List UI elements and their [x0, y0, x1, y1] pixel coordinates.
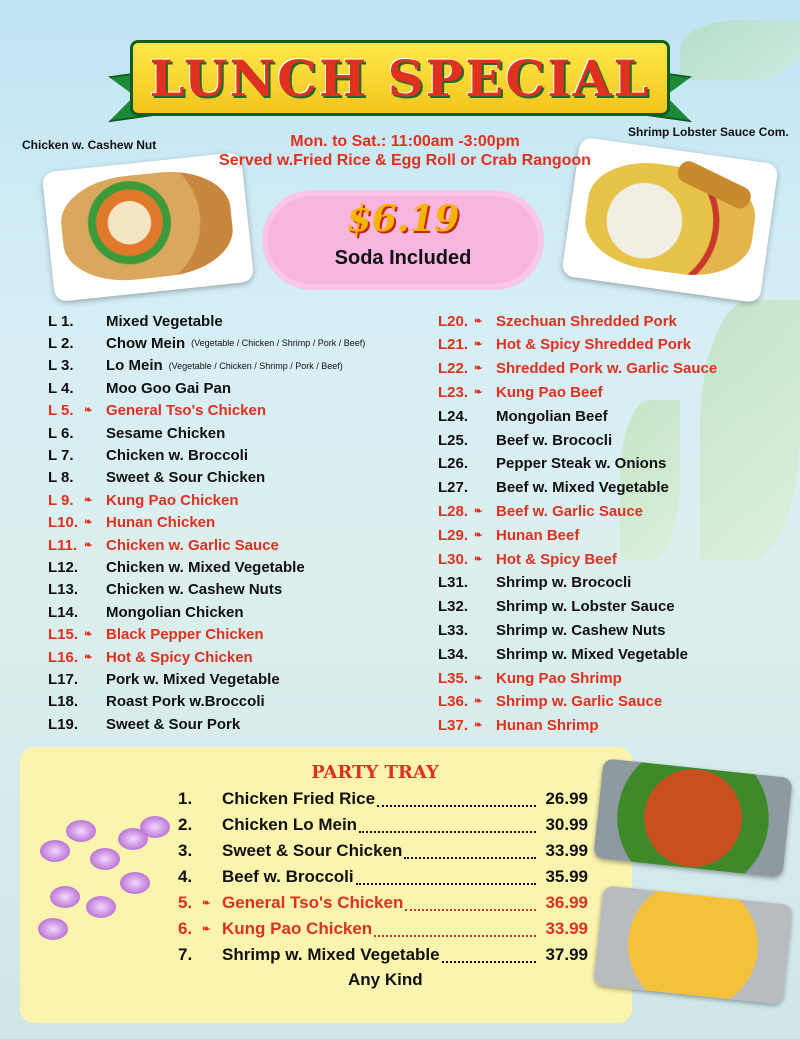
menu-item-note: (Vegetable / Chicken / Shrimp / Pork / Beef) — [191, 338, 366, 349]
menu-item: L22. ❧ Shredded Pork w. Garlic Sauce — [438, 360, 718, 378]
menu-item: L 9. ❧ Kung Pao Chicken — [48, 491, 239, 509]
menu-item-name: Mixed Vegetable — [106, 312, 223, 330]
menu-item — [48, 601, 244, 623]
menu-item-code: L32. — [438, 598, 469, 616]
menu-item-name: Kung Pao Beef — [496, 383, 603, 401]
menu-item: L20. ❧ Szechuan Shredded Pork — [438, 312, 677, 330]
menu-item-code: L18. — [48, 693, 79, 711]
menu-item-name: Chicken w. Garlic Sauce — [106, 536, 279, 554]
menu-item-name: Beef w. Garlic Sauce — [496, 502, 644, 520]
menu-item-code: L29. — [438, 526, 469, 544]
menu-item-name: Chow Mein — [106, 334, 186, 352]
menu-item-name: Sweet & Sour Pork — [106, 715, 241, 733]
menu-item-name: Moo Goo Gai Pan — [106, 379, 232, 397]
tray-photo-general-tso — [593, 758, 792, 877]
menu-item-name: Shredded Pork w. Garlic Sauce — [496, 360, 718, 378]
menu-item-code: L33. — [438, 621, 469, 639]
menu-item — [48, 668, 280, 690]
party-tray-item-name: Kung Pao Chicken — [222, 919, 373, 938]
menu-item-name: General Tso's Chicken — [106, 402, 267, 420]
dot-leader — [356, 883, 536, 885]
party-tray-item-price: 33.99 — [545, 919, 588, 938]
menu-item: L11. ❧ Chicken w. Garlic Sauce — [48, 536, 279, 554]
menu-item: L 5. ❧ General Tso's Chicken — [48, 402, 267, 420]
menu-item: L15. ❧ Black Pepper Chicken — [48, 626, 264, 644]
menu-item-code: L31. — [438, 574, 469, 592]
menu-item-code: L11. — [48, 536, 78, 554]
dot-leader — [359, 831, 536, 833]
party-tray-item: 5. ❧ General Tso's Chicken 36.99 — [178, 893, 588, 912]
menu-item-code: L15. — [48, 626, 79, 644]
menu-item — [438, 643, 688, 665]
menu-item-name: Shrimp w. Lobster Sauce — [496, 598, 675, 616]
menu-item: L10. ❧ Hunan Chicken — [48, 514, 216, 532]
menu-item — [48, 713, 240, 735]
menu-item — [48, 467, 265, 489]
menu-item — [438, 572, 631, 594]
menu-item-name: Sesame Chicken — [106, 424, 226, 442]
dot-leader — [377, 805, 536, 807]
menu-item-code: L17. — [48, 670, 79, 688]
hours-text: Mon. to Sat.: 11:00am -3:00pm — [290, 133, 520, 150]
right-dish-caption: Shrimp Lobster Sauce Com. — [628, 125, 789, 139]
party-tray-item — [178, 865, 588, 889]
party-tray-item-price: 36.99 — [545, 893, 588, 912]
menu-item: L28. ❧ Beef w. Garlic Sauce — [438, 502, 644, 520]
party-tray-item-name: Shrimp w. Mixed Vegetable — [222, 945, 440, 964]
party-tray-item: 6. ❧ Kung Pao Chicken 33.99 — [178, 919, 588, 938]
page-title: LUNCH SPECIAL — [149, 48, 651, 108]
party-tray-footer: Any Kind — [348, 970, 423, 989]
menu-item — [438, 429, 612, 451]
party-tray-item — [178, 839, 588, 863]
menu-item-name: Pork w. Mixed Vegetable — [106, 670, 280, 688]
bamboo-leaf-decoration — [680, 20, 800, 80]
menu-item — [48, 444, 248, 466]
menu-item-name: Kung Pao Chicken — [106, 491, 239, 509]
menu-item: L21. ❧ Hot & Spicy Shredded Pork — [438, 336, 692, 354]
menu-item-name: Shrimp w. Cashew Nuts — [496, 621, 666, 639]
menu-item-code: L35. — [438, 669, 469, 687]
party-tray-item-price: 26.99 — [545, 789, 588, 808]
menu-item-code: L22. — [438, 360, 469, 378]
dot-leader — [374, 935, 536, 937]
menu-item-name: Mongolian Chicken — [106, 603, 244, 621]
menu-item-code: L 9. — [48, 491, 74, 509]
party-tray-item — [178, 943, 588, 967]
menu-item-name: Beef w. Brococli — [496, 431, 613, 449]
cashew-chicken-photo — [42, 152, 254, 302]
menu-item-name: Hot & Spicy Shredded Pork — [496, 336, 692, 354]
menu-item-code: L25. — [438, 431, 469, 449]
menu-item-code: L13. — [48, 581, 79, 599]
menu-item-name: Beef w. Mixed Vegetable — [496, 479, 669, 497]
party-tray-item-number: 6. — [178, 919, 193, 938]
party-tray-item-number: 3. — [178, 841, 193, 860]
party-tray-item-name: Chicken Lo Mein — [222, 815, 358, 834]
menu-item: L36. ❧ Shrimp w. Garlic Sauce — [438, 693, 663, 711]
menu-item-code: L28. — [438, 502, 469, 520]
menu-item-code: L 5. — [48, 402, 74, 420]
menu-item-code: L26. — [438, 455, 469, 473]
menu-item-code: L24. — [438, 407, 469, 425]
soda-included-text: Soda Included — [334, 247, 472, 269]
dot-leader — [405, 909, 536, 911]
menu-item-code: L 8. — [48, 469, 74, 487]
menu-item-name: Lo Mein — [106, 357, 163, 375]
menu-item-code: L 4. — [48, 379, 74, 397]
party-tray-item — [178, 813, 588, 837]
menu-item-code: L27. — [438, 479, 469, 497]
menu-item-name: Roast Pork w.Broccoli — [106, 693, 265, 711]
menu-item-name: Sweet & Sour Chicken — [106, 469, 266, 487]
orchid-flower-image — [30, 800, 180, 950]
menu-item-code: L10. — [48, 514, 79, 532]
menu-item-code: L30. — [438, 550, 469, 568]
menu-item — [48, 556, 305, 578]
menu-item-name: Hot & Spicy Chicken — [106, 648, 253, 666]
menu-item-code: L20. — [438, 312, 469, 330]
menu-item — [48, 422, 225, 444]
menu-item — [438, 619, 665, 641]
menu-item-name: Hunan Beef — [496, 526, 580, 544]
dot-leader — [404, 857, 536, 859]
menu-item — [48, 355, 343, 377]
party-tray-item-name: Sweet & Sour Chicken — [222, 841, 403, 860]
menu-item-name: Black Pepper Chicken — [106, 626, 264, 644]
lunch-special-banner — [130, 40, 670, 116]
party-tray-item-price: 30.99 — [545, 815, 588, 834]
menu-item-code: L 2. — [48, 334, 74, 352]
menu-item-code: L 6. — [48, 424, 74, 442]
menu-item — [48, 579, 282, 601]
menu-item: L23. ❧ Kung Pao Beef — [438, 383, 603, 401]
party-tray-item-number: 7. — [178, 945, 193, 964]
menu-item-name: Hot & Spicy Beef — [496, 550, 617, 568]
menu-item: L30. ❧ Hot & Spicy Beef — [438, 550, 617, 568]
party-tray-item-number: 4. — [178, 867, 193, 886]
menu-item-code: L12. — [48, 558, 79, 576]
menu-item — [438, 453, 666, 475]
menu-item-name: Shrimp w. Mixed Vegetable — [496, 645, 688, 663]
menu-item-name: Szechuan Shredded Pork — [496, 312, 677, 330]
menu-item — [438, 596, 675, 618]
menu-item-name: Pepper Steak w. Onions — [496, 455, 667, 473]
menu-item — [48, 332, 365, 354]
menu-item: L16. ❧ Hot & Spicy Chicken — [48, 648, 253, 666]
menu-item-name: Kung Pao Shrimp — [496, 669, 622, 687]
menu-item-name: Shrimp w. Brococli — [496, 574, 632, 592]
party-tray-item — [178, 787, 588, 811]
party-tray-item-price: 35.99 — [545, 867, 588, 886]
party-tray-item-name: Beef w. Broccoli — [222, 867, 354, 886]
menu-item-code: L37. — [438, 717, 469, 735]
menu-item — [48, 310, 223, 332]
menu-item: L29. ❧ Hunan Beef — [438, 526, 580, 544]
menu-item-name: Hunan Shrimp — [496, 717, 599, 735]
menu-item — [48, 691, 265, 713]
menu-item-code: L36. — [438, 693, 469, 711]
menu-item — [48, 377, 231, 399]
menu-item-name: Chicken w. Cashew Nuts — [106, 581, 283, 599]
tray-photo-sweet-sour — [593, 885, 792, 1004]
menu-item-name: Chicken w. Mixed Vegetable — [106, 558, 305, 576]
lunch-price: $6.19 — [346, 198, 460, 240]
menu-item-code: L23. — [438, 383, 469, 401]
menu-item-note: (Vegetable / Chicken / Shrimp / Pork / Beef) — [168, 360, 343, 371]
party-tray-item-price: 33.99 — [545, 841, 588, 860]
left-dish-caption: Chicken w. Cashew Nut — [22, 138, 157, 152]
party-tray-item-number: 1. — [178, 789, 193, 808]
bamboo-leaf-decoration — [700, 300, 800, 560]
menu-item-code: L 7. — [48, 446, 74, 464]
party-tray-item-number: 2. — [178, 815, 193, 834]
menu-item-code: L14. — [48, 603, 79, 621]
menu-item-name: Chicken w. Broccoli — [106, 446, 248, 464]
party-tray-title: PARTY TRAY — [311, 762, 439, 783]
menu-item — [438, 477, 669, 499]
menu-item-code: L19. — [48, 715, 79, 733]
party-tray-item-number: 5. — [178, 893, 193, 912]
dot-leader — [442, 961, 536, 963]
menu-item — [438, 405, 608, 427]
menu-item-name: Shrimp w. Garlic Sauce — [496, 693, 663, 711]
menu-item: L35. ❧ Kung Pao Shrimp — [438, 669, 622, 687]
menu-item: L37. ❧ Hunan Shrimp — [438, 717, 599, 735]
menu-item-name: Mongolian Beef — [496, 407, 608, 425]
menu-item-code: L 1. — [48, 312, 74, 330]
menu-item-code: L 3. — [48, 357, 74, 375]
party-tray-item-name: Chicken Fried Rice — [222, 789, 376, 808]
menu-item-name: Hunan Chicken — [106, 514, 216, 532]
party-tray-item-price: 37.99 — [545, 945, 588, 964]
menu-item-code: L21. — [438, 336, 469, 354]
menu-item-code: L16. — [48, 648, 79, 666]
menu-item-code: L34. — [438, 645, 469, 663]
party-tray-item-name: General Tso's Chicken — [222, 893, 404, 912]
served-with-text: Served w.Fried Rice & Egg Roll or Crab Rangoon — [219, 152, 591, 169]
